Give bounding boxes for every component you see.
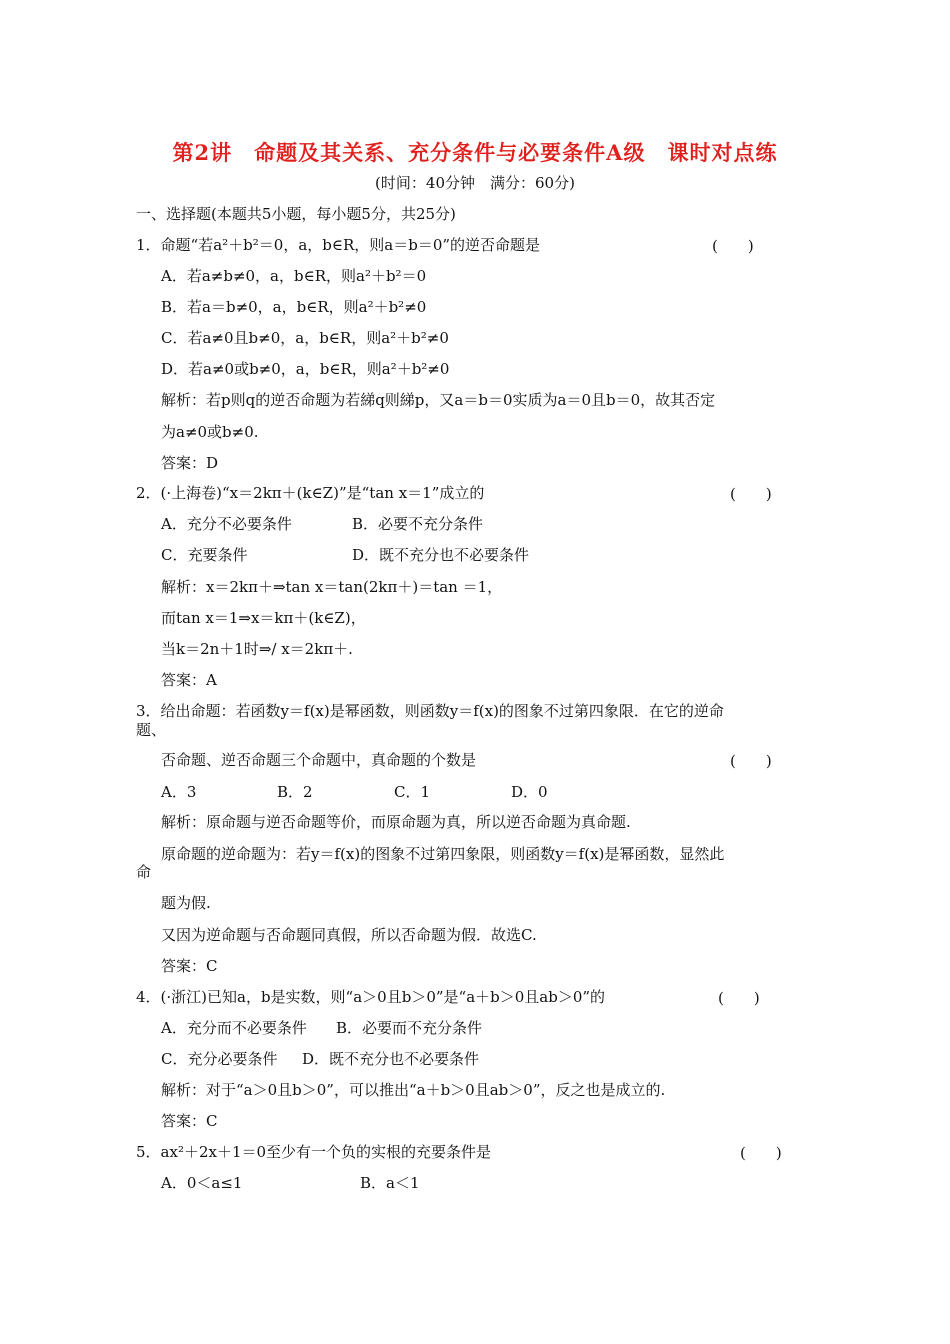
q4-option-c: C．充分必要条件 xyxy=(161,1050,278,1068)
q2-stem: 2．(·上海卷)“x＝2kπ＋(k∈Z)”是“tan x＝1”成立的 xyxy=(136,484,485,502)
q4-option-b: B．必要而不充分条件 xyxy=(336,1019,483,1037)
q3-option-b: B．2 xyxy=(277,783,313,801)
q5-stem: 5．ax²＋2x＋1＝0至少有一个负的实根的充要条件是 xyxy=(136,1143,492,1161)
q3-option-c: C．1 xyxy=(394,783,431,801)
q4-stem: 4．(·浙江)已知a，b是实数，则“a＞0且b＞0”是“a＋b＞0且ab＞0”的 xyxy=(136,988,606,1006)
section-heading: 一、选择题(本题共5小题，每小题5分，共25分) xyxy=(136,205,456,223)
q2-option-c: C．充要条件 xyxy=(161,546,248,564)
q2-option-d: D．既不充分也不必要条件 xyxy=(352,546,530,564)
q1-answer: 答案：D xyxy=(161,454,219,472)
q5-answer-bracket: ( ) xyxy=(740,1144,782,1162)
q4-answer-bracket: ( ) xyxy=(718,989,760,1007)
q2-analysis-line3: 当k＝2n＋1时⇒/ x＝2kπ＋. xyxy=(161,640,353,658)
q2-option-b: B．必要不充分条件 xyxy=(352,515,484,533)
q3-analysis-line2: 原命题的逆命题为：若y＝f(x)的图象不过第四象限，则函数y＝f(x)是幂函数，显然此 xyxy=(161,845,725,863)
q1-analysis-line2: 为a≠0或b≠0. xyxy=(161,423,259,441)
q3-option-d: D．0 xyxy=(511,783,548,801)
q3-analysis-line1: 解析：原命题与逆否命题等价，而原命题为真，所以逆否命题为真命题. xyxy=(161,813,631,831)
q3-analysis-line4: 题为假. xyxy=(161,894,211,912)
time-score-note: (时间：40分钟 满分：60分) xyxy=(375,174,575,192)
q4-option-d: D．既不充分也不必要条件 xyxy=(302,1050,480,1068)
q2-answer: 答案：A xyxy=(161,671,217,689)
q3-stem-line2: 题、 xyxy=(136,721,167,739)
page-title: 第2讲 命题及其关系、充分条件与必要条件A级 课时对点练 xyxy=(172,140,778,165)
q3-answer: 答案：C xyxy=(161,957,218,975)
q1-option-b: B．若a＝b≠0，a，b∈R，则a²＋b²≠0 xyxy=(161,298,427,316)
q1-answer-bracket: ( ) xyxy=(712,237,754,255)
q1-option-c: C．若a≠0且b≠0，a，b∈R，则a²＋b²≠0 xyxy=(161,329,449,347)
q1-option-d: D．若a≠0或b≠0，a，b∈R，则a²＋b²≠0 xyxy=(161,360,450,378)
q5-option-a: A．0＜a≤1 xyxy=(161,1174,243,1192)
q3-stem-line3: 否命题、逆否命题三个命题中，真命题的个数是 xyxy=(161,751,477,769)
q4-option-a: A．充分而不必要条件 xyxy=(161,1019,307,1037)
q3-option-a: A．3 xyxy=(161,783,197,801)
q1-analysis-line1: 解析：若p则q的逆否命题为若綈q则綈p，又a＝b＝0实质为a＝0且b＝0，故其否定 xyxy=(161,391,716,409)
q4-analysis-line1: 解析：对于“a＞0且b＞0”，可以推出“a＋b＞0且ab＞0”，反之也是成立的. xyxy=(161,1081,666,1099)
q4-answer: 答案：C xyxy=(161,1112,218,1130)
q3-stem-line1: 3．给出命题：若函数y＝f(x)是幂函数，则函数y＝f(x)的图象不过第四象限．在它的逆命 xyxy=(136,702,724,720)
q5-option-b: B．a＜1 xyxy=(360,1174,420,1192)
q3-answer-bracket: ( ) xyxy=(730,752,772,770)
q1-option-a: A．若a≠b≠0，a，b∈R，则a²＋b²＝0 xyxy=(161,267,427,285)
q2-analysis-line2: 而tan x＝1⇒x＝kπ＋(k∈Z)， xyxy=(161,609,366,627)
q2-option-a: A．充分不必要条件 xyxy=(161,515,292,533)
q3-analysis-line5: 又因为逆命题与否命题同真假，所以否命题为假．故选C. xyxy=(161,926,537,944)
q1-stem: 1．命题“若a²＋b²＝0，a，b∈R，则a＝b＝0”的逆否命题是 xyxy=(136,236,541,254)
q3-analysis-line3: 命 xyxy=(136,863,152,881)
q2-analysis-line1: 解析：x＝2kπ＋⇒tan x＝tan(2kπ＋)＝tan ＝1， xyxy=(161,578,503,596)
q2-answer-bracket: ( ) xyxy=(730,485,772,503)
